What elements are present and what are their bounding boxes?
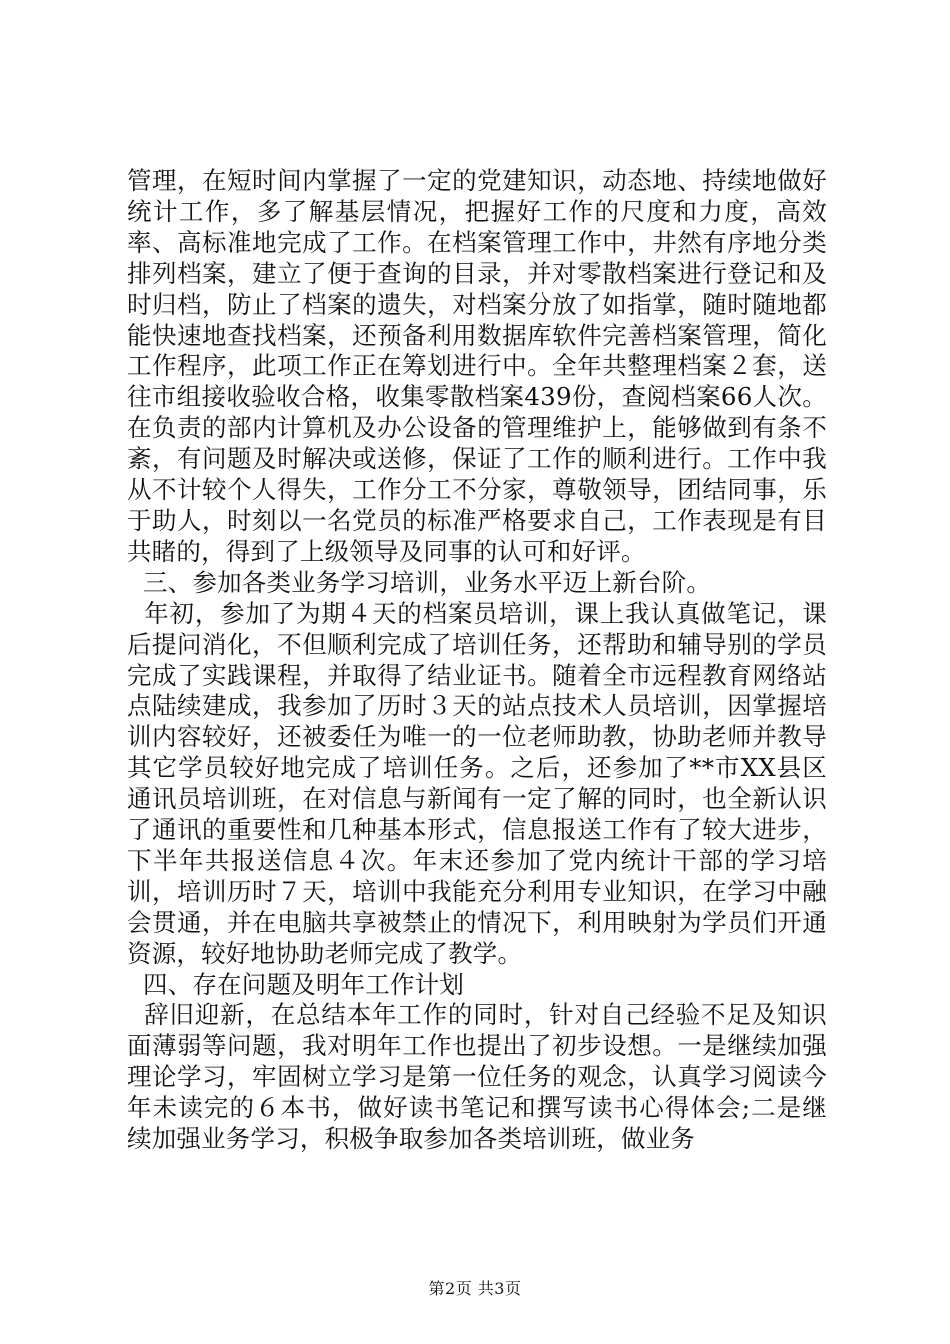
paragraph-training: 年初，参加了为期４天的档案员培训，课上我认真做笔记，课后提问消化，不但顺利完成了培训任务，还帮助和辅导别的学员完成了实践课程，并取得了结业证书。随着全市远程教育网络站点陆续建成，我参加了历时３天的站点技术人员培训，因掌握培训内容较好，还被委任为唯一的一位老师助教，协助老师并教导其它学员较好地完成了培训任务。之后，还参加了**市XX县区通讯员培训班，在对信息与新闻有一定了解的同时，也全新认识了通讯的重要性和几种基本形式，信息报送工作有了较大进步，下半年共报送信息４次。年末还参加了党内统计干部的学习培训，培训历时７天，培训中我能充分利用专业知识，在学习中融会贯通，并在电脑共享被禁止的情况下，利用映射为学员们开通资源，较好地协助老师完成了教学。	[127, 598, 827, 968]
paragraph-archive-management: 管理，在短时间内掌握了一定的党建知识，动态地、持续地做好统计工作，多了解基层情况，把握好工作的尺度和力度，高效率、高标准地完成了工作。在档案管理工作中，井然有序地分类排列档案，建立了便于查询的目录，并对零散档案进行登记和及时归档，防止了档案的遗失，对档案分放了如指掌，随时随地都能快速地查找档案，还预备利用数据库软件完善档案管理，简化工作程序，此项工作正在筹划进行中。全年共整理档案２套，送往市组接收验收合格，收集零散档案439份，查阅档案66人次。在负责的部内计算机及办公设备的管理维护上，能够做到有条不紊，有问题及时解决或送修，保证了工作的顺利进行。工作中我从不计较个人得失，工作分工不分家，尊敬领导，团结同事，乐于助人，时刻以一名党员的标准严格要求自己，工作表现是有目共睹的，得到了上级领导及同事的认可和好评。	[127, 166, 827, 566]
document-body	[127, 166, 827, 1155]
heading-section-four: 四、存在问题及明年工作计划	[127, 969, 465, 999]
page-footer: 第2页 共3页	[428, 1279, 522, 1298]
heading-section-three: 三、参加各类业务学习培训，业务水平迈上新台阶。	[127, 567, 712, 597]
paragraph-next-year-plan: 辞旧迎新，在总结本年工作的同时，针对自己经验不足及知识面薄弱等问题，我对明年工作也提出了初步设想。一是继续加强理论学习，牢固树立学习是第一位任务的观念，认真学习阅读今年未读完的６本书，做好读书笔记和撰写读书心得体会;二是继续加强业务学习，积极争取参加各类培训班，做业务	[127, 1000, 827, 1154]
